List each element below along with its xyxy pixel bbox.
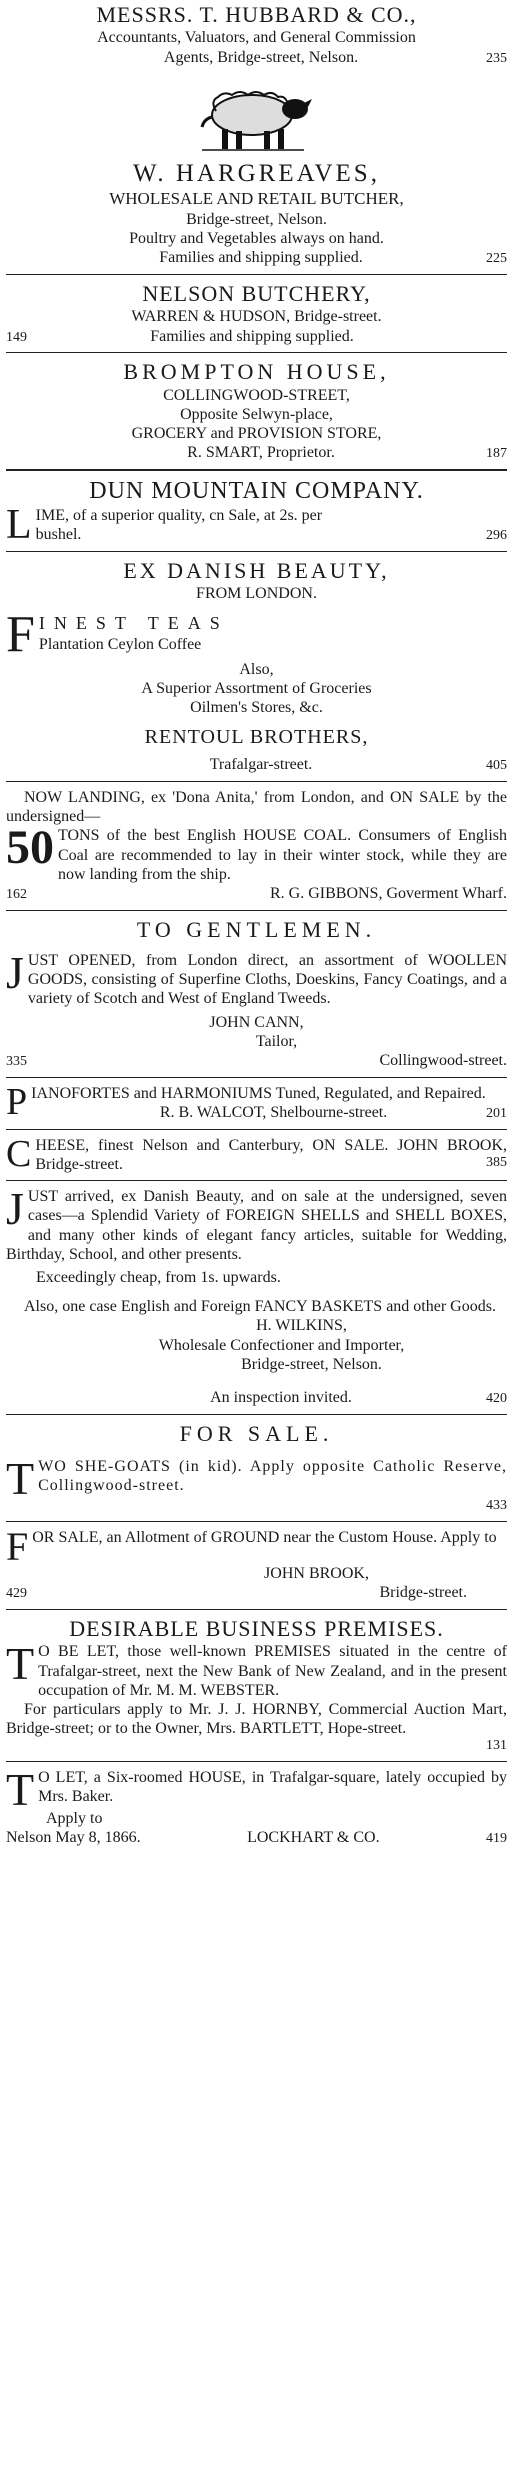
ad-number: 429 <box>6 1586 27 1602</box>
ad-to-gentlemen <box>6 917 507 1071</box>
ad-line: Families and shipping supplied. <box>159 249 363 267</box>
drop-cap: T <box>6 1453 35 1505</box>
ad-line: COLLINGWOOD-STREET, <box>163 386 350 404</box>
drop-cap: 50 <box>6 821 54 875</box>
drop-cap: J <box>6 1183 24 1235</box>
drop-cap: P <box>6 1080 28 1123</box>
ad-line: Families and shipping supplied. <box>150 327 354 345</box>
ad-line: GROCERY and PROVISION STORE, <box>131 425 382 443</box>
divider <box>6 910 507 911</box>
ad-signature: Wholesale Confectioner and Importer, <box>158 1336 405 1354</box>
drop-cap: F <box>6 606 35 664</box>
ad-subtitle: FROM LONDON. <box>196 585 317 603</box>
ad-number: 405 <box>485 758 507 774</box>
ad-line: OR SALE, an Allotment of GROUND near the Custom House. Apply to <box>32 1528 497 1546</box>
ad-number: 335 <box>6 1054 27 1070</box>
ad-line: Bridge-street, Nelson. <box>186 210 327 228</box>
ad-line: IANOFORTES and HARMONIUMS Tuned, Regulated, and Repaired. <box>31 1084 486 1102</box>
ad-shells <box>6 1183 507 1407</box>
ad-line: INEST TEAS <box>38 613 229 634</box>
ad-line: Apply to <box>46 1810 103 1828</box>
ad-number: 420 <box>485 1390 507 1406</box>
ad-line: Trafalgar-street. <box>209 756 313 774</box>
ad-line: R. SMART, Proprietor. <box>187 444 335 462</box>
drop-cap: F <box>6 1523 29 1569</box>
ad-line: NOW LANDING, ex 'Dona Anita,' from London, and ON SALE by the undersigned— <box>6 788 507 826</box>
ad-number: 296 <box>486 528 507 544</box>
divider <box>6 1077 507 1078</box>
ad-number: 131 <box>486 1738 507 1754</box>
ad-subtitle: WHOLESALE AND RETAIL BUTCHER, <box>109 189 404 209</box>
ad-title: FOR SALE. <box>179 1420 334 1446</box>
divider <box>6 1180 507 1181</box>
ad-title: MESSRS. T. HUBBARD & CO., <box>96 2 417 27</box>
drop-cap: L <box>6 501 32 548</box>
ad-line: UST arrived, ex Danish Beauty, and on sale at the undersigned, seven cases—a Splendid Variety of FOREIGN SHELLS and SHELL BOXES, and many other kinds of elegant fancy articles, suitable for Wedding, Birthday, School, and other presents. <box>6 1188 507 1263</box>
ad-business-premises <box>6 1616 507 1755</box>
sheep-icon <box>192 81 322 153</box>
ad-number: 149 <box>6 329 27 345</box>
ad-number: 235 <box>486 50 507 66</box>
ad-line: Also, one case English and Foreign FANCY BASKETS and other Goods. <box>24 1298 496 1316</box>
ad-signature: JOHN CANN, <box>209 1013 304 1031</box>
ad-title: BROMPTON HOUSE, <box>123 359 390 385</box>
ad-to-let-house <box>6 1764 507 1848</box>
ad-signature: Tailor, <box>255 1032 298 1050</box>
ad-line: An inspection invited. <box>210 1388 352 1406</box>
ad-line: Agents, Bridge-street, Nelson. <box>163 48 359 66</box>
divider <box>6 1761 507 1762</box>
ad-line: A Superior Assortment of Groceries <box>141 679 372 697</box>
ad-signature: Bridge-street. <box>379 1584 467 1602</box>
ad-title: W. HARGREAVES, <box>133 160 380 188</box>
divider <box>6 274 507 275</box>
ad-line: Poultry and Vegetables always on hand. <box>129 229 384 247</box>
ad-line: O LET, a Six-roomed HOUSE, in Trafalgar-square, lately occupied by Mrs. Baker. <box>38 1769 507 1806</box>
ad-signature: RENTOUL BROTHERS, <box>144 726 369 749</box>
ad-line: O BE LET, those well-known PREMISES situated in the centre of Trafalgar-street, next the New Bank of New Zealand, and in the present occupation of Mr. M. M. WEBSTER. <box>38 1643 507 1699</box>
ad-line: Exceedingly cheap, from 1s. upwards. <box>36 1268 281 1286</box>
ad-number: 419 <box>486 1831 507 1847</box>
ad-signature: Collingwood-street. <box>379 1052 507 1070</box>
drop-cap: J <box>6 947 24 999</box>
ad-number: 225 <box>485 251 507 267</box>
ad-signature: R. G. GIBBONS, Goverment Wharf. <box>269 884 507 902</box>
divider <box>6 352 507 353</box>
divider <box>6 1414 507 1415</box>
divider <box>6 781 507 782</box>
ad-line: bushel. <box>35 526 82 544</box>
ad-line: WARREN & HUDSON, Bridge-street. <box>131 308 382 326</box>
drop-cap: T <box>6 1764 35 1816</box>
ad-title: NELSON BUTCHERY, <box>142 280 371 306</box>
divider <box>6 551 507 552</box>
ad-signature: H. WILKINS, <box>256 1317 347 1335</box>
ad-dun-mountain <box>6 477 507 548</box>
ad-brompton-house <box>6 359 507 463</box>
ad-title: DESIRABLE BUSINESS PREMISES. <box>69 1615 444 1641</box>
ad-line: HEESE, finest Nelson and Canterbury, ON SALE. JOHN BROOK, Bridge-street. <box>35 1136 507 1173</box>
drop-cap: T <box>6 1638 35 1690</box>
ad-hargreaves <box>6 81 507 268</box>
divider <box>6 1521 507 1522</box>
ad-for-sale-ground <box>6 1523 507 1603</box>
ad-number: 201 <box>485 1106 507 1122</box>
ad-hubbard <box>6 0 507 67</box>
ad-coal <box>6 788 507 904</box>
ad-title: TO GENTLEMEN. <box>136 916 377 942</box>
ad-title: EX DANISH BEAUTY, <box>123 557 390 583</box>
ad-for-sale-goats <box>6 1421 507 1515</box>
ad-line: For particulars apply to Mr. J. J. HORNBY, Commercial Auction Mart, Bridge-street; or to the Owner, Mrs. BARTLETT, Hope-street. <box>6 1700 507 1738</box>
ad-line: Oilmen's Stores, &c. <box>190 698 323 716</box>
ad-line: IME, of a superior quality, cn Sale, at 2s. per <box>35 506 323 524</box>
ad-signature: Bridge-street, Nelson. <box>241 1355 382 1373</box>
ad-ex-danish-beauty <box>6 558 507 775</box>
ad-signature: JOHN BROOK, <box>264 1564 369 1582</box>
ad-number: 385 <box>486 1155 507 1170</box>
ad-date: Nelson May 8, 1866. <box>6 1829 141 1847</box>
ad-line: Opposite Selwyn-place, <box>180 405 333 423</box>
ad-signature: R. B. WALCOT, Shelbourne-street. <box>159 1104 388 1122</box>
ad-title: DUN MOUNTAIN COMPANY. <box>89 478 424 505</box>
drop-cap: C <box>6 1132 32 1175</box>
divider <box>6 469 507 471</box>
ad-number: 187 <box>485 446 507 462</box>
ad-pianofortes <box>6 1080 507 1123</box>
ad-nelson-butchery <box>6 281 507 346</box>
ad-number: 433 <box>486 1498 507 1514</box>
ad-line: Plantation Ceylon Coffee <box>38 636 202 654</box>
ad-cheese <box>6 1132 507 1175</box>
ad-line: Accountants, Valuators, and General Commission <box>97 29 416 47</box>
ad-signature: LOCKHART & CO. <box>247 1829 380 1847</box>
divider <box>6 1129 507 1130</box>
ad-line: TONS of the best English HOUSE COAL. Consumers of English Coal are recommended to lay in their winter stock, while they are now landing from the ship. <box>58 827 507 883</box>
ad-line: Also, <box>239 660 274 678</box>
ad-line: WO SHE-GOATS (in kid). Apply opposite Catholic Reserve, Collingwood-street. <box>38 1458 507 1495</box>
ad-number: 162 <box>6 886 27 902</box>
ad-line: UST OPENED, from London direct, an assortment of WOOLLEN GOODS, consisting of Superfine Cloths, Doeskins, Fancy Coatings, and a variety of Scotch and West of England Tweeds. <box>27 952 507 1008</box>
divider <box>6 1609 507 1610</box>
